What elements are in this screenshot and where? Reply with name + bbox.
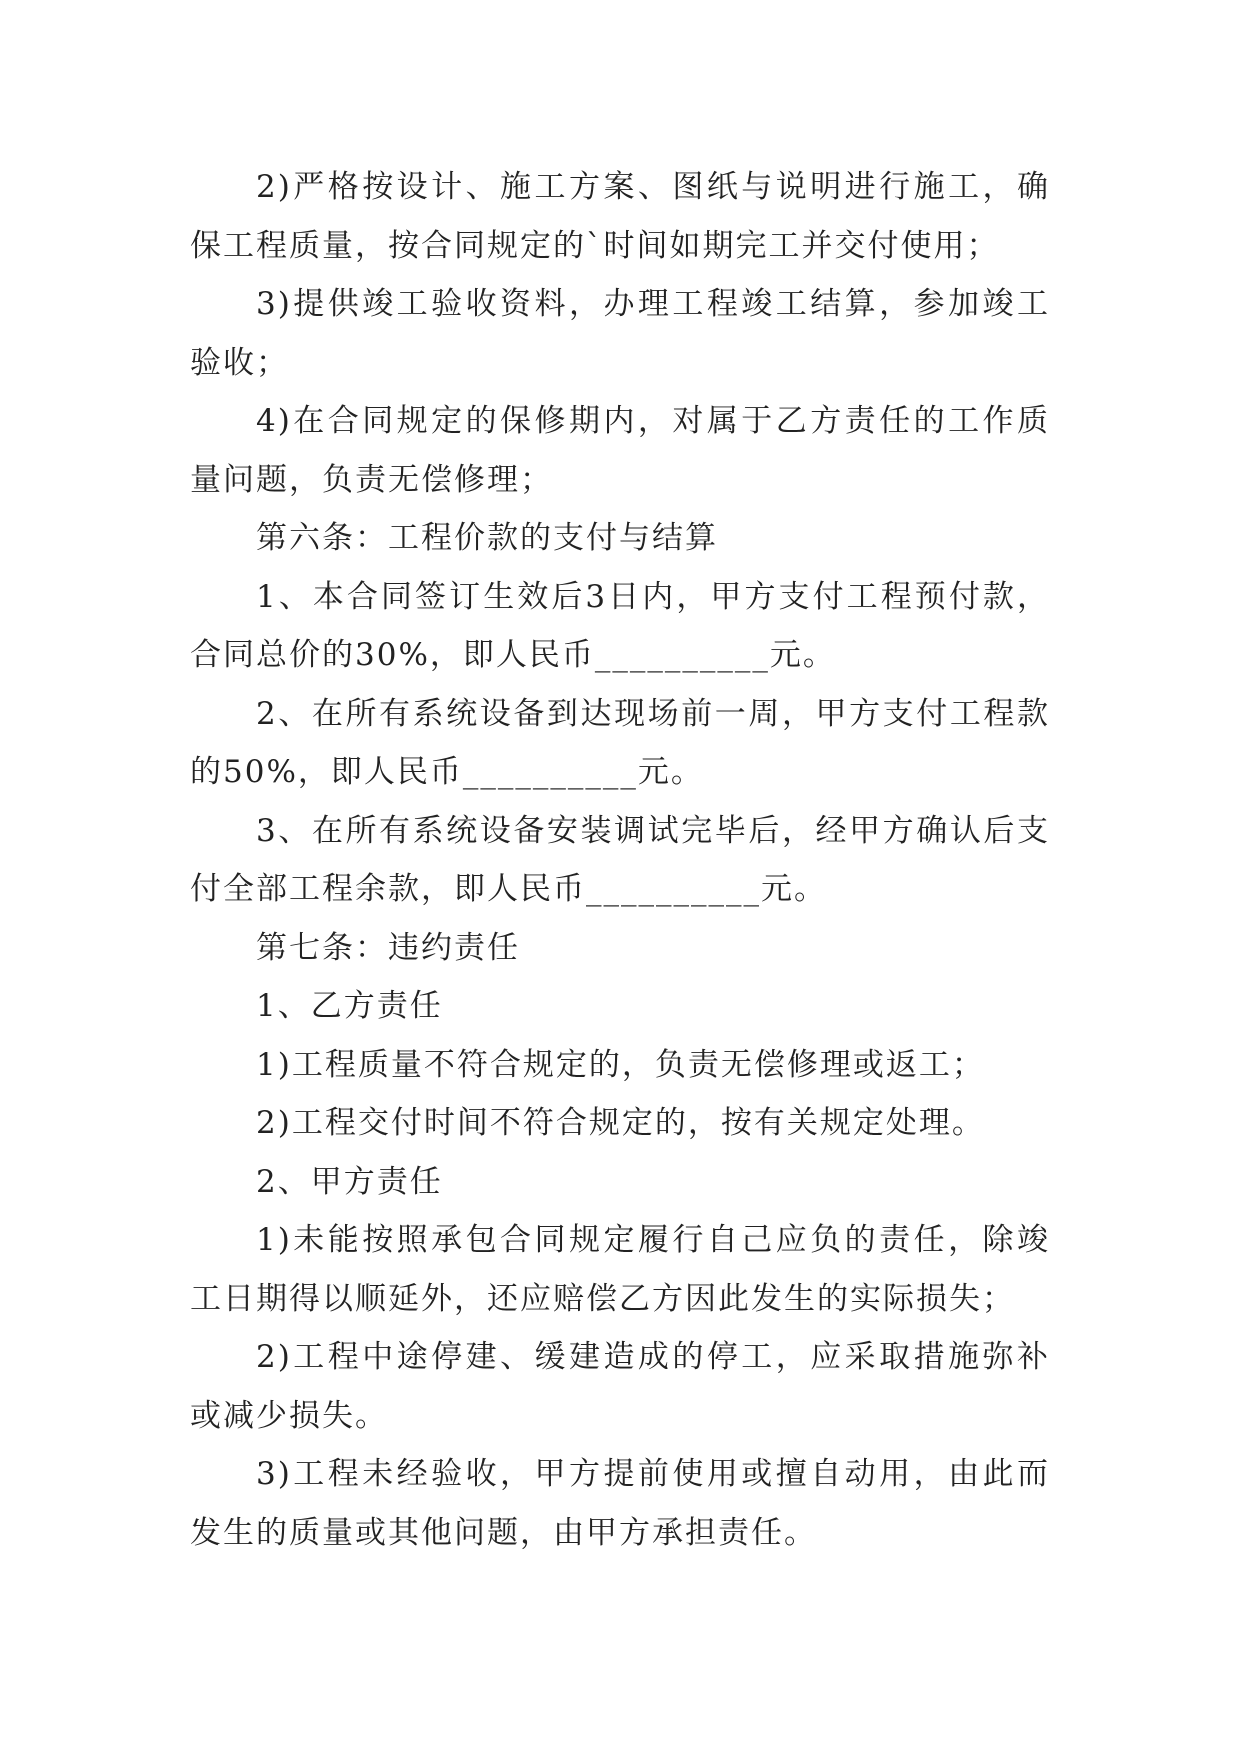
heading-article-7: 第七条：违约责任 — [256, 929, 520, 966]
paragraph-party-a-liability-2: 2)工程中途停建、缓建造成的停工，应采取措施弥补或减少损失。 — [190, 1339, 1050, 1434]
heading-article-6: 第六条：工程价款的支付与结算 — [256, 520, 718, 556]
paragraph-party-a-liability-3: 3)工程未经验收，甲方提前使用或擅自动用，由此而发生的质量或其他问题，由甲方承担责任。 — [190, 1456, 1050, 1551]
paragraph-party-b-liability-1: 1)工程质量不符合规定的，负责无偿修理或返工； — [256, 1046, 985, 1083]
paragraph-payment-3: 3、在所有系统设备安装调试完毕后，经甲方确认后支付全部工程余款，即人民币__________元。 — [190, 812, 1050, 907]
paragraph-party-b-liability-2: 2)工程交付时间不符合规定的，按有关规定处理。 — [256, 1105, 985, 1141]
paragraph-payment-2: 2、在所有系统设备到达现场前一周，甲方支付工程款的50%，即人民币__________元。 — [190, 695, 1050, 790]
paragraph-contractor-duty-3: 3)提供竣工验收资料，办理工程竣工结算，参加竣工验收； — [190, 286, 1050, 381]
paragraph-contractor-duty-2: 2)严格按设计、施工方案、图纸与说明进行施工，确保工程质量，按合同规定的`时间如期完工并交付使用； — [190, 169, 1050, 264]
paragraph-contractor-duty-4: 4)在合同规定的保修期内，对属于乙方责任的工作质量问题，负责无偿修理； — [190, 403, 1050, 498]
subheading-party-a-liability: 2、甲方责任 — [256, 1163, 443, 1200]
subheading-party-b-liability: 1、乙方责任 — [256, 988, 443, 1024]
paragraph-party-a-liability-1: 1)未能按照承包合同规定履行自己应负的责任，除竣工日期得以顺延外，还应赔偿乙方因此发生的实际损失； — [190, 1222, 1050, 1317]
paragraph-payment-1: 1、本合同签订生效后3日内，甲方支付工程预付款，合同总价的30%，即人民币__________元。 — [190, 578, 1050, 673]
document-body — [190, 158, 1050, 1562]
